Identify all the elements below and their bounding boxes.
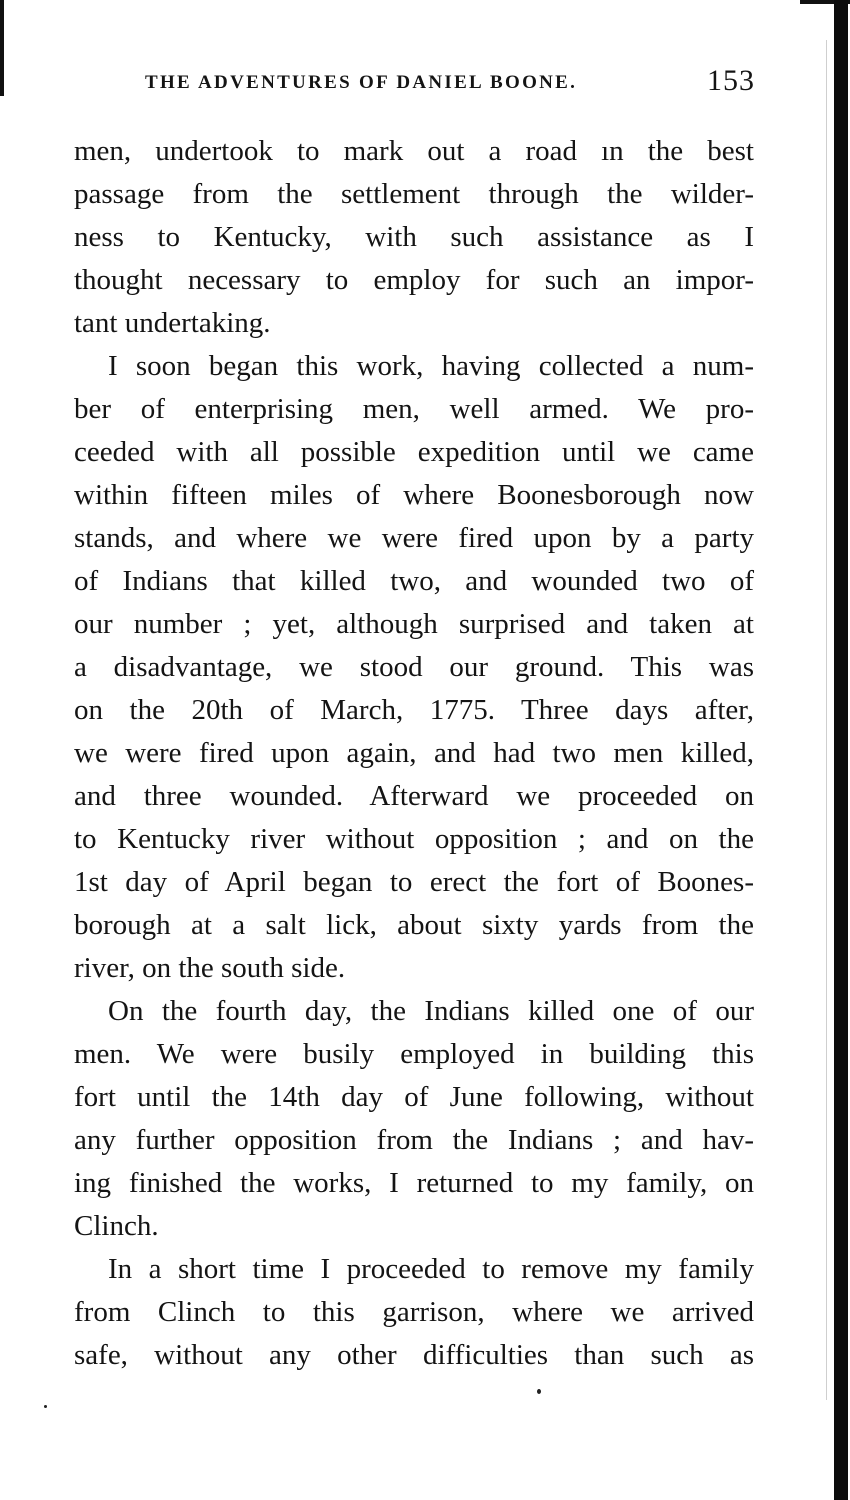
scan-gutter-line — [826, 40, 827, 1400]
text-line: borough at a salt lick, about sixty yards from the — [74, 909, 754, 941]
text-line: men, undertook to mark out a road ın the best — [74, 135, 754, 167]
running-head-title: THE ADVENTURES OF DANIEL BOONE. — [145, 72, 578, 93]
text-line: and three wounded. Afterward we proceeded on — [74, 780, 754, 812]
text-line: within fifteen miles of where Boonesborough now — [74, 479, 754, 511]
scan-speck — [537, 1389, 541, 1394]
text-line: a disadvantage, we stood our ground. This was — [74, 651, 754, 683]
text-line: ness to Kentucky, with such assistance as I — [74, 221, 754, 253]
paragraph — [74, 130, 754, 345]
text-line: river, on the south side. — [74, 952, 346, 984]
scan-speck — [44, 1405, 47, 1408]
text-line: to Kentucky river without opposition ; and on the — [74, 823, 754, 855]
text-line: I soon began this work, having collected a num- — [108, 350, 754, 382]
text-line: Clinch. — [74, 1210, 159, 1242]
text-line: 1st day of April began to erect the fort of Boones- — [74, 866, 754, 898]
text-line: stands, and where we were fired upon by a party — [74, 522, 754, 554]
text-line: thought necessary to employ for such an impor- — [74, 264, 754, 296]
text-line: from Clinch to this garrison, where we arrived — [74, 1296, 754, 1328]
text-line: ceeded with all possible expedition until we came — [74, 436, 754, 468]
text-line: tant undertaking. — [74, 307, 271, 339]
text-line: ing finished the works, I returned to my family, on — [74, 1167, 754, 1199]
text-line: ber of enterprising men, well armed. We pro- — [74, 393, 754, 425]
text-line: On the fourth day, the Indians killed one of our — [108, 995, 754, 1027]
text-line: In a short time I proceeded to remove my family — [108, 1253, 754, 1285]
text-line: fort until the 14th day of June following, without — [74, 1081, 754, 1113]
running-head — [145, 64, 755, 98]
scan-edge-left — [0, 0, 4, 96]
page-number: 153 — [707, 64, 755, 97]
body-text — [74, 130, 754, 1377]
text-line: any further opposition from the Indians ; and hav- — [74, 1124, 754, 1156]
paragraph — [74, 990, 754, 1248]
text-line: we were fired upon again, and had two men killed, — [74, 737, 754, 769]
text-line: on the 20th of March, 1775. Three days after, — [74, 694, 754, 726]
text-line: safe, without any other difficulties than such as — [74, 1339, 754, 1371]
scan-edge-right — [834, 0, 848, 1500]
text-line: of Indians that killed two, and wounded two of — [74, 565, 754, 597]
paragraph — [74, 345, 754, 990]
paragraph — [74, 1248, 754, 1377]
text-line: our number ; yet, although surprised and taken at — [74, 608, 754, 640]
text-line: passage from the settlement through the wilder- — [74, 178, 754, 210]
text-line: men. We were busily employed in building this — [74, 1038, 754, 1070]
